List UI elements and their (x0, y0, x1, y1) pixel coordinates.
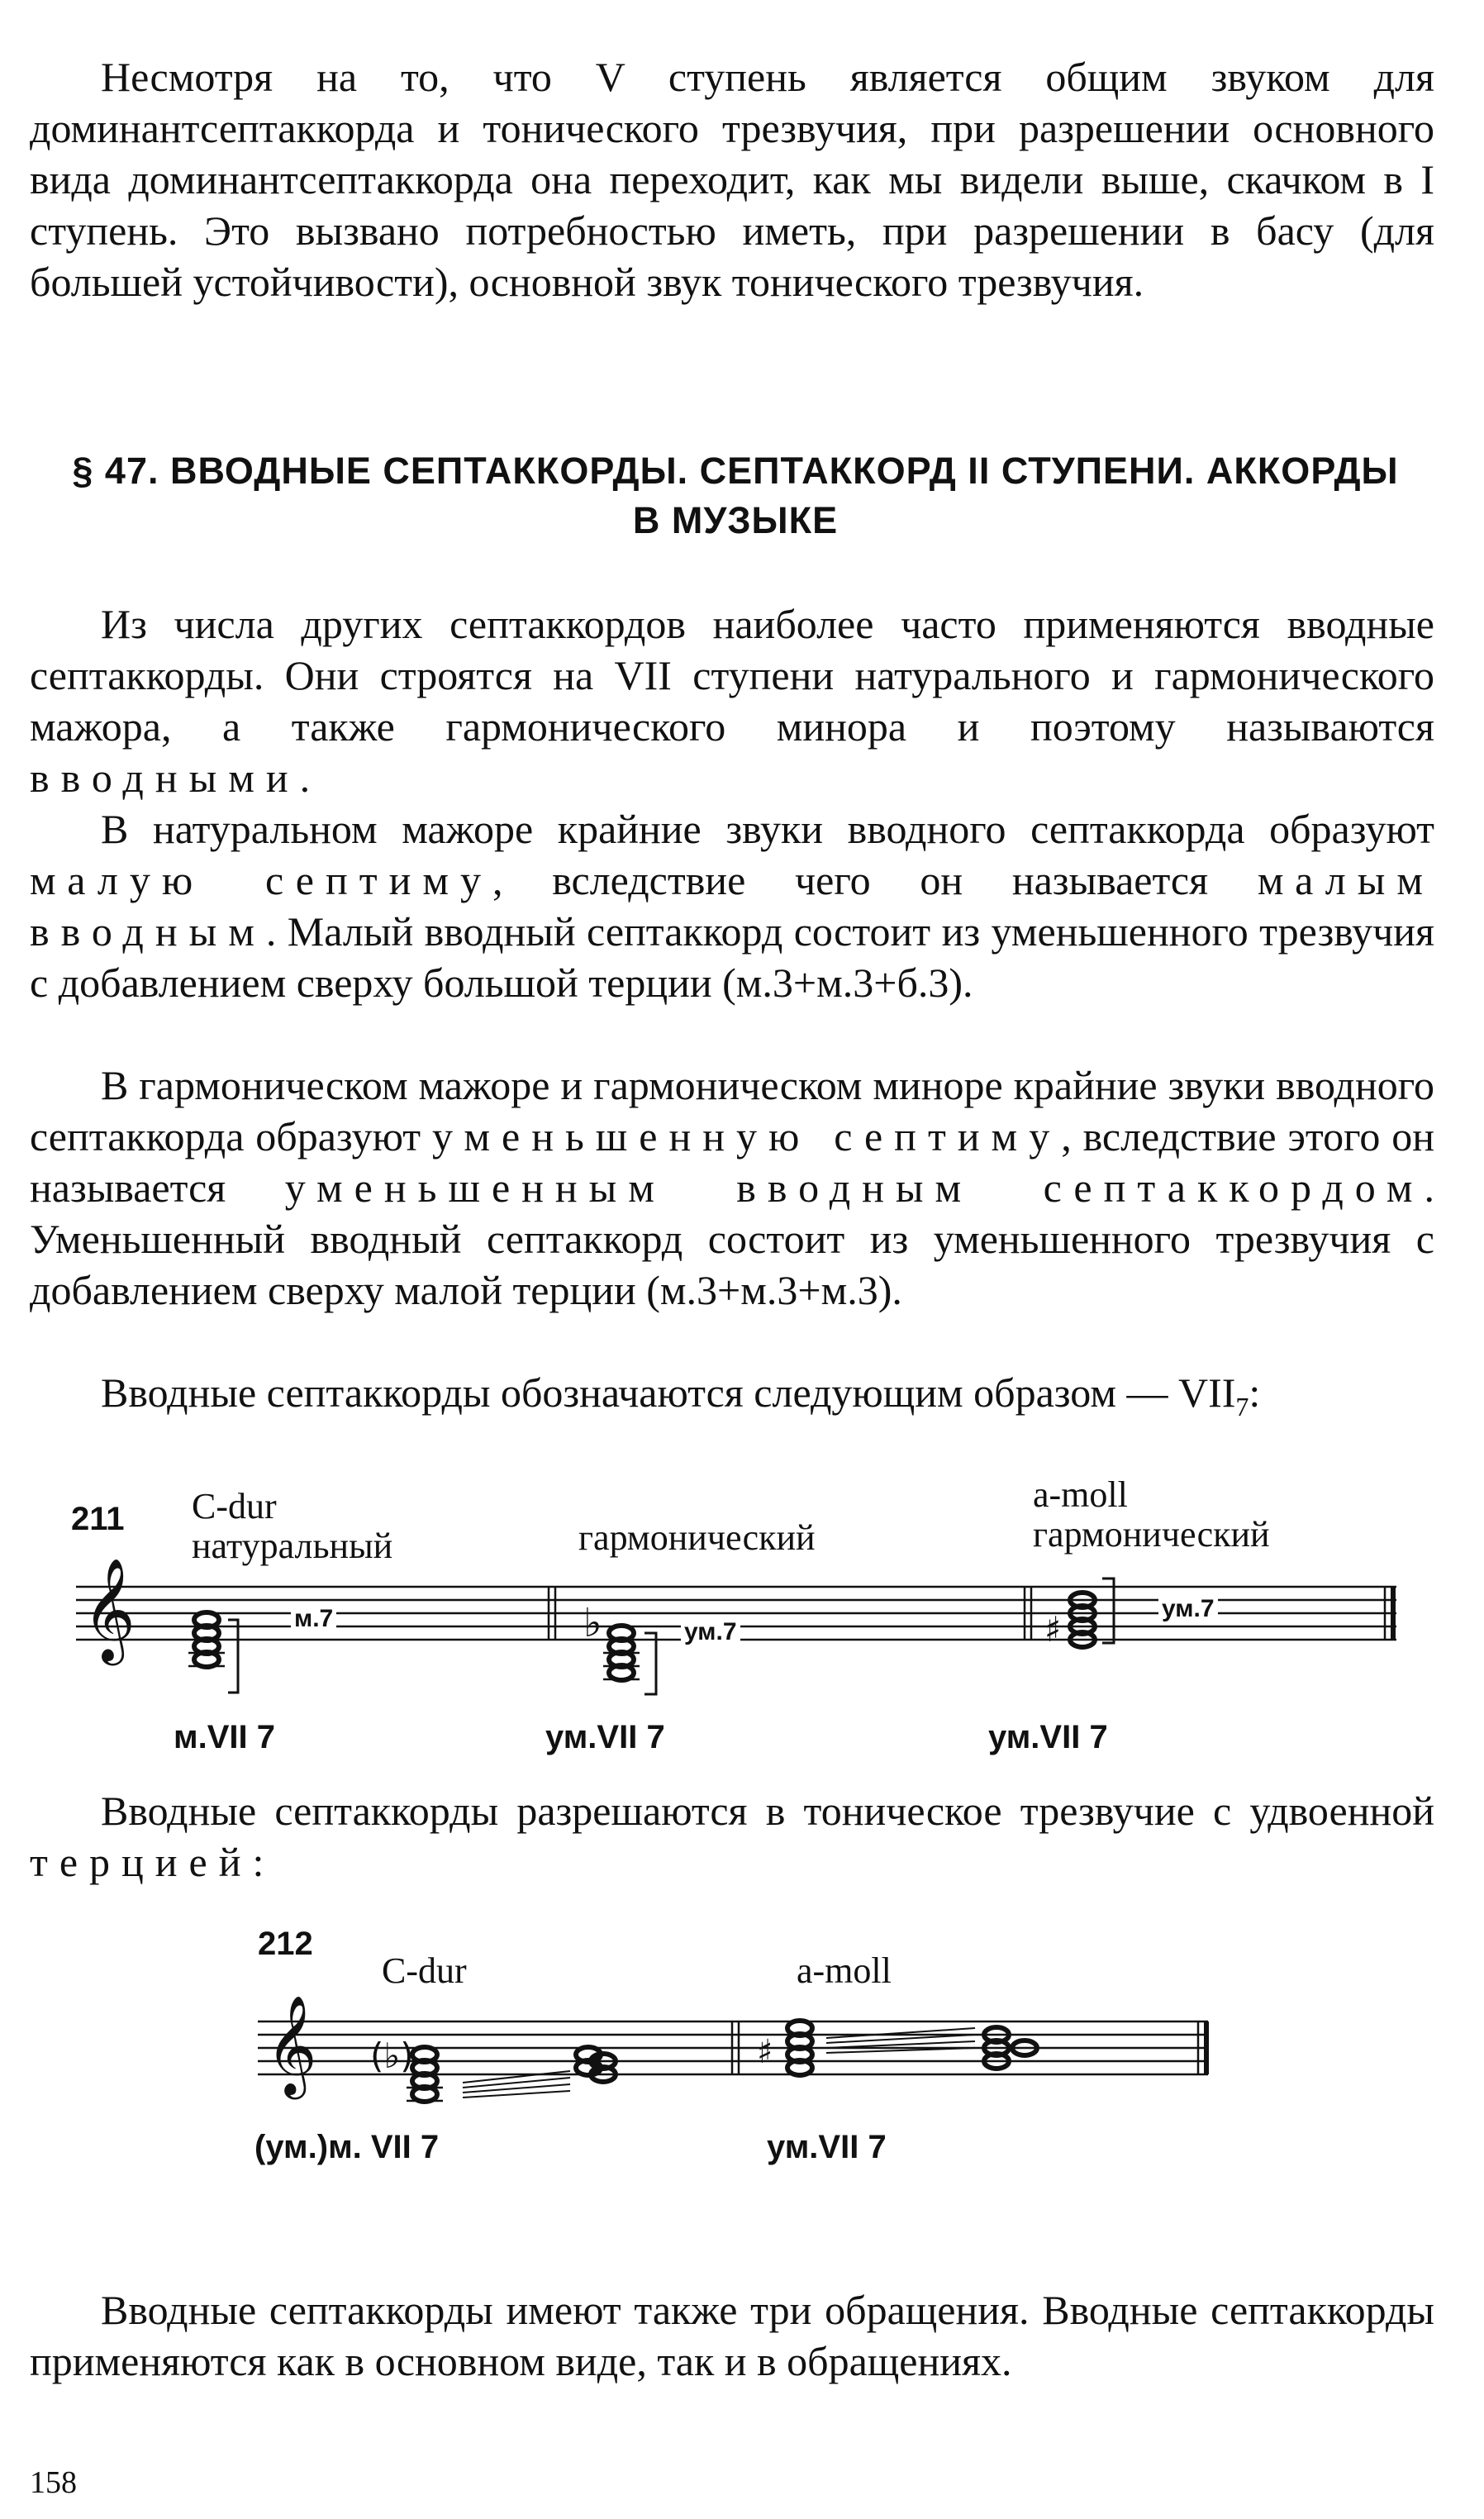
treble-clef-icon: 𝄞 (83, 1558, 136, 1661)
music-example-212 (0, 1917, 1484, 2198)
key-label: C-dur (382, 1950, 467, 1991)
spaced-term: малым вводным (30, 857, 1434, 955)
mode-label: гармонический (578, 1517, 816, 1558)
chord-label: (ум.)м. VII 7 (254, 2129, 440, 2165)
paragraph-harmonic: В гармоническом мажоре и гармоническом миноре крайние звуки вводного септаккорда образуют уменьшенную септиму, вследствие этого он называется уменьшенным вводным септаккордом. Уменьшенный вводный септаккорд состоит из уменьшенного трезвучия с добавлением сверху малой терции (м.3+м.3+м.3). (30, 1062, 1435, 1313)
interval-label: ум.7 (681, 1618, 740, 1646)
paragraph-natural-major: В натуральном мажоре крайние звуки вводного септаккорда образуют малую септиму, вследствие чего он называется малым вводным. Малый вводный септаккорд состоит из уменьшенного трезвучия с добавлением сверху большой терции (м.3+м.3+б.3). (30, 806, 1434, 1006)
key-label: a-moll (797, 1950, 892, 1991)
spaced-term: уменьшенную септиму (432, 1113, 1062, 1160)
music-example-211 (0, 1463, 1484, 1769)
key-label: C-dur (192, 1486, 277, 1526)
paragraph-intro: Несмотря на то, что V ступень является общим звуком для доминантсептаккорда и тонического трезвучия, при разрешении основного вида доминантсептаккорда она переходит, как мы видели выше, скачком в I ступень. Это вызвано потребностью иметь, при разрешении в басу (для большей устойчивости), основной звук тонического трезвучия. (30, 54, 1434, 305)
treble-clef-icon: 𝄞 (266, 1994, 317, 2095)
example-number: 212 (258, 1926, 313, 1962)
interval-label: м.7 (291, 1605, 336, 1633)
spaced-term: вводными (30, 755, 300, 801)
svg-text:(♭): (♭) (370, 2036, 414, 2076)
interval-label: ум.7 (1158, 1595, 1218, 1623)
spaced-term: терцией (30, 1839, 253, 1885)
chord-label: м.VII 7 (174, 1719, 275, 1755)
key-label: a-moll (1033, 1474, 1128, 1515)
page-number: 158 (30, 2465, 77, 2500)
section-heading: § 47. ВВОДНЫЕ СЕПТАККОРДЫ. СЕПТАККОРД II СТУПЕНИ. АККОРДЫ В МУЗЫКЕ (72, 450, 1399, 541)
chord-label: ум.VII 7 (545, 1719, 665, 1755)
svg-text:♭: ♭ (583, 1600, 602, 1646)
paragraph-resolution: Вводные септаккорды разрешаются в тоническое трезвучие с удвоенной терцией: (30, 1788, 1434, 1885)
spaced-term: малую септиму (30, 857, 492, 903)
staff-notation (0, 1917, 1484, 2198)
example-number: 211 (71, 1501, 125, 1537)
paragraph-inversions: Вводные септаккорды имеют также три обращения. Вводные септаккорды применяются как в основном виде, так и в обращениях. (30, 2287, 1434, 2384)
paragraph-notation: Вводные септаккорды обозначаются следующим образом — $VII_7$: (101, 1369, 1261, 1421)
chord-label: ум.VII 7 (767, 2129, 887, 2165)
spaced-term: уменьшенным вводным септаккордом (284, 1164, 1425, 1211)
paragraph-definition: Из числа других септаккордов наиболее часто применяются вводные септаккорды. Они строятся на VII ступени натурального и гармонического мажора, а также гармонического минора и поэтому называются вводными. (30, 601, 1434, 801)
mode-label: натуральный (192, 1526, 393, 1566)
svg-text:♯: ♯ (1044, 1609, 1062, 1650)
mode-label: гармонический (1033, 1514, 1270, 1555)
svg-text:♯: ♯ (757, 2033, 773, 2071)
chord-label: ум.VII 7 (988, 1719, 1108, 1755)
